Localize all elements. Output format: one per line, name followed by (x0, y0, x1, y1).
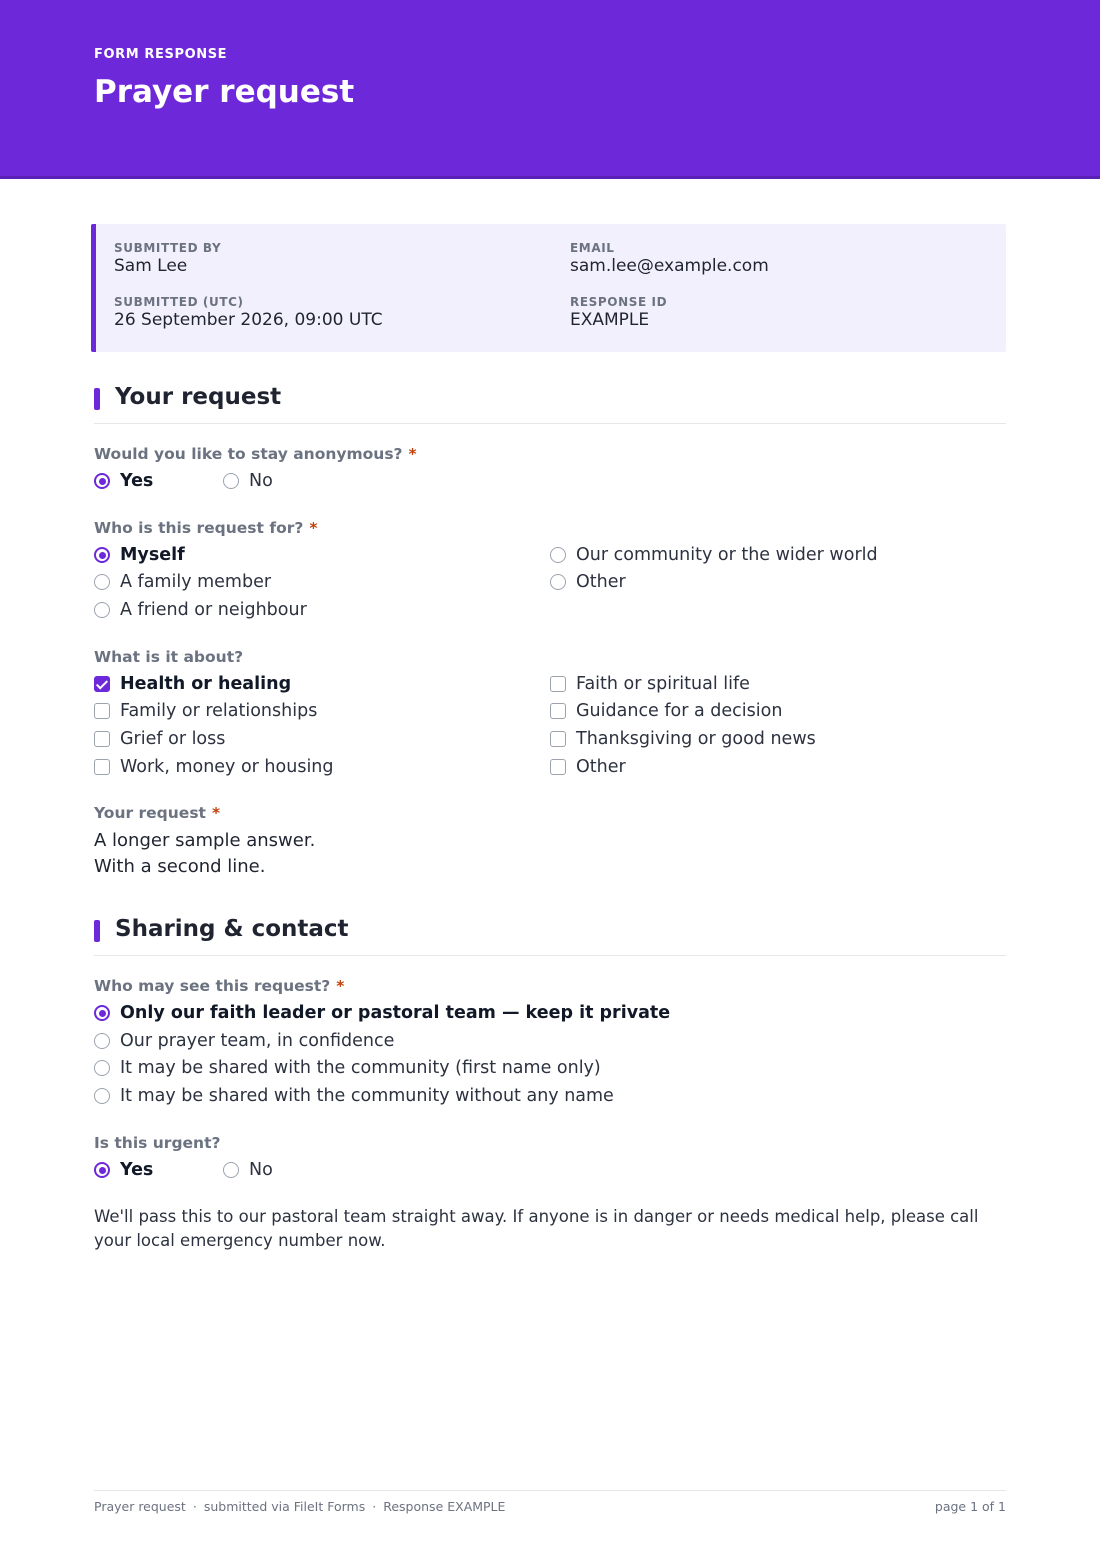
question-request-text (94, 804, 220, 822)
submitted-by-label: SUBMITTED BY (114, 241, 222, 255)
option-label: No (249, 1160, 273, 1180)
radio-empty-icon (94, 574, 110, 590)
email-value: sam.lee@example.com (570, 256, 769, 276)
section-title: Your request (115, 384, 282, 410)
option-label: Myself (120, 545, 185, 565)
checkbox-empty-icon (94, 703, 110, 719)
answer-line: With a second line. (94, 856, 266, 877)
radio-option[interactable] (550, 544, 878, 566)
checkbox-option[interactable] (94, 673, 291, 695)
checkbox-empty-icon (550, 731, 566, 747)
option-label: A friend or neighbour (120, 600, 307, 620)
radio-empty-icon (94, 1060, 110, 1076)
question-topic (94, 648, 243, 666)
radio-option[interactable] (223, 470, 273, 492)
option-label: It may be shared with the community (first name only) (120, 1058, 601, 1078)
question-request-for (94, 519, 317, 537)
question-label: Who may see this request? (94, 977, 331, 995)
option-label: Yes (120, 471, 154, 491)
checkbox-checked-icon (94, 676, 110, 692)
submitted-utc-label: SUBMITTED (UTC) (114, 295, 244, 309)
option-label: Guidance for a decision (576, 701, 783, 721)
question-urgent (94, 1134, 221, 1152)
option-label: Other (576, 572, 626, 592)
radio-option[interactable] (94, 571, 271, 593)
radio-selected-icon (94, 547, 110, 563)
checkbox-option[interactable] (550, 728, 816, 750)
question-visibility (94, 977, 344, 995)
checkbox-empty-icon (550, 759, 566, 775)
checkbox-empty-icon (94, 731, 110, 747)
question-label: Is this urgent? (94, 1134, 221, 1152)
required-marker: * (408, 445, 417, 463)
email (570, 241, 769, 276)
question-label: What is it about? (94, 648, 244, 666)
option-label: Work, money or housing (120, 757, 334, 777)
radio-empty-icon (223, 1162, 239, 1178)
radio-option[interactable] (223, 1159, 273, 1181)
question-label: Would you like to stay anonymous? (94, 445, 403, 463)
footer-response: Response EXAMPLE (383, 1499, 506, 1514)
radio-selected-icon (94, 1005, 110, 1021)
radio-option[interactable] (94, 470, 153, 492)
option-label: No (249, 471, 273, 491)
form-eyebrow: FORM RESPONSE (94, 47, 228, 62)
radio-empty-icon (94, 602, 110, 618)
question-anonymous (94, 445, 417, 463)
option-label: A family member (120, 572, 272, 592)
option-label: Faith or spiritual life (576, 674, 750, 694)
footer-separator: · (372, 1499, 377, 1514)
required-marker: * (309, 519, 318, 537)
radio-empty-icon (94, 1088, 110, 1104)
option-label: Our community or the wider world (576, 545, 878, 565)
option-label: It may be shared with the community without any name (120, 1086, 614, 1106)
checkbox-option[interactable] (550, 756, 626, 778)
response-id-label: RESPONSE ID (570, 295, 668, 309)
option-label: Other (576, 757, 626, 777)
checkbox-option[interactable] (550, 700, 782, 722)
footer-separator: · (192, 1499, 197, 1514)
urgent-note: We'll pass this to our pastoral team straight away. If anyone is in danger or needs medical help, please call your local emergency number now. (94, 1207, 979, 1250)
request-answer (94, 828, 315, 880)
checkbox-option[interactable] (94, 728, 225, 750)
response-id-value: EXAMPLE (570, 310, 650, 330)
radio-option[interactable] (94, 1159, 153, 1181)
required-marker: * (211, 804, 221, 822)
checkbox-empty-icon (550, 676, 566, 692)
option-label: Our prayer team, in confidence (120, 1031, 395, 1051)
option-label: Family or relationships (120, 701, 318, 721)
footer-left (94, 1499, 505, 1514)
option-label: Health or healing (120, 674, 292, 694)
radio-option[interactable] (94, 1030, 394, 1052)
submitted-utc-value: 26 September 2026, 09:00 UTC (114, 310, 383, 330)
section-sharing-contact (94, 916, 1006, 956)
section-your-request (94, 384, 1006, 424)
section-title: Sharing & contact (115, 916, 349, 942)
radio-selected-icon (94, 473, 110, 489)
radio-empty-icon (223, 473, 239, 489)
form-header (0, 0, 1100, 179)
footer-form-name: Prayer request (94, 1499, 186, 1514)
option-label: Only our faith leader or pastoral team — keep it private (120, 1003, 671, 1023)
required-marker: * (336, 977, 345, 995)
question-label: Your request (94, 804, 206, 822)
checkbox-option[interactable] (94, 756, 334, 778)
section-accent-bar (94, 388, 100, 410)
section-accent-bar (94, 920, 100, 942)
radio-empty-icon (550, 547, 566, 563)
radio-selected-icon (94, 1162, 110, 1178)
option-label: Grief or loss (120, 729, 226, 749)
radio-option[interactable] (94, 1085, 614, 1107)
checkbox-empty-icon (550, 703, 566, 719)
response-id (570, 295, 667, 330)
radio-empty-icon (550, 574, 566, 590)
submitted-by (114, 241, 221, 276)
email-label: EMAIL (570, 241, 615, 255)
radio-option[interactable] (550, 571, 626, 593)
option-label: Thanksgiving or good news (576, 729, 816, 749)
footer-via: submitted via FileIt Forms (203, 1499, 366, 1514)
submitted-utc (114, 295, 383, 330)
radio-option[interactable] (94, 544, 185, 566)
page-footer (94, 1490, 1006, 1520)
radio-option[interactable] (94, 599, 307, 621)
radio-empty-icon (94, 1033, 110, 1049)
question-label: Who is this request for? (94, 519, 304, 537)
option-label: Yes (120, 1160, 154, 1180)
checkbox-empty-icon (94, 759, 110, 775)
submitted-by-value: Sam Lee (114, 256, 188, 276)
answer-line: A longer sample answer. (94, 830, 316, 851)
form-title: Prayer request (94, 74, 355, 110)
radio-option[interactable] (94, 1057, 601, 1079)
radio-option[interactable] (94, 1002, 670, 1024)
submission-meta (91, 224, 1006, 352)
checkbox-option[interactable] (94, 700, 317, 722)
checkbox-option[interactable] (550, 673, 750, 695)
page-number: page 1 of 1 (934, 1499, 1006, 1514)
